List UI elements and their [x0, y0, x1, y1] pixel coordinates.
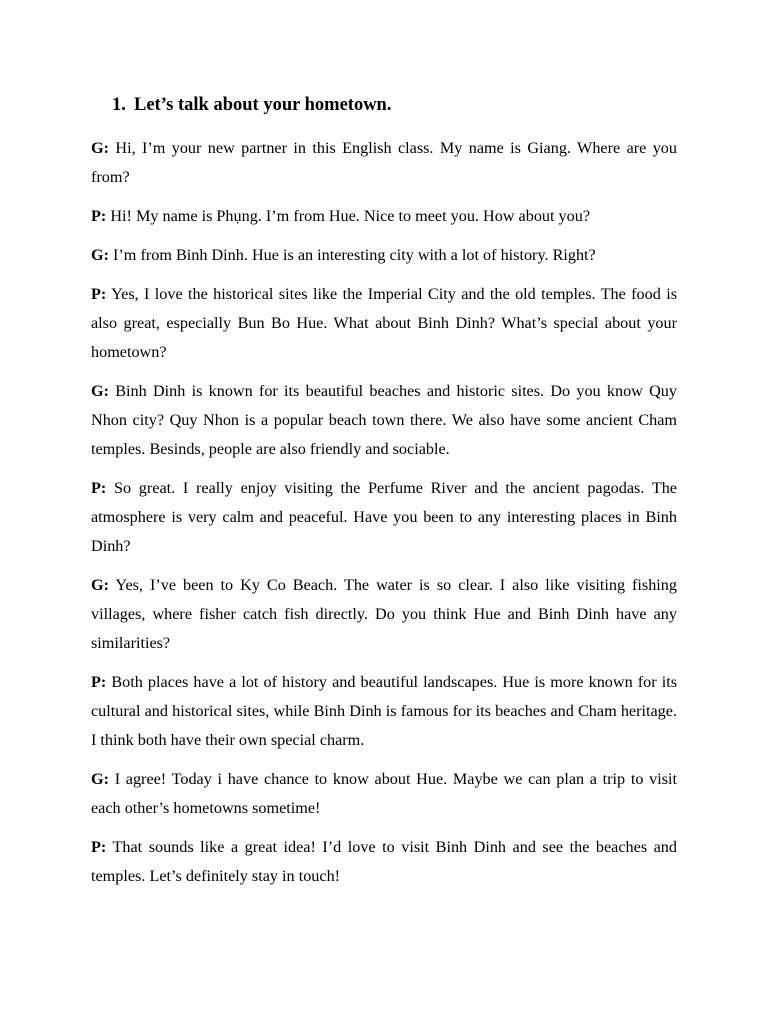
dialogue-line [91, 377, 677, 464]
dialogue-line [91, 474, 677, 561]
dialogue [91, 134, 677, 901]
dialogue-line [91, 241, 677, 270]
heading-title: Let’s talk about your hometown. [134, 95, 392, 115]
dialogue-text: Binh Dinh is known for its beautiful beaches and historic sites. Do you know Quy Nhon city? Quy Nhon is a popular beach town there. We also have some ancient Cham temples. Besinds, people are also friendly and sociable. [91, 382, 677, 458]
dialogue-text: Hi, I’m your new partner in this English class. My name is Giang. Where are you from? [91, 139, 677, 186]
speaker-label: G: [91, 770, 109, 788]
dialogue-text: Both places have a lot of history and beautiful landscapes. Hue is more known for its cultural and historical sites, while Binh Dinh is famous for its beaches and Cham heritage. I think both have their own special charm. [91, 673, 677, 749]
dialogue-line [91, 280, 677, 367]
dialogue-line [91, 765, 677, 823]
speaker-label: P: [91, 207, 107, 225]
speaker-label: G: [91, 576, 109, 594]
dialogue-line [91, 571, 677, 658]
dialogue-line [91, 134, 677, 192]
dialogue-text: Hi! My name is Phụng. I’m from Hue. Nice to meet you. How about you? [110, 207, 591, 225]
speaker-label: G: [91, 246, 109, 264]
speaker-label: P: [91, 479, 107, 497]
dialogue-line [91, 833, 677, 891]
heading-number: 1. [112, 95, 126, 115]
speaker-label: G: [91, 382, 109, 400]
section-heading [112, 93, 391, 117]
dialogue-text: That sounds like a great idea! I’d love to visit Binh Dinh and see the beaches and temples. Let’s definitely stay in touch! [91, 838, 677, 885]
dialogue-line [91, 668, 677, 755]
dialogue-line [91, 202, 677, 231]
dialogue-text: Yes, I love the historical sites like the Imperial City and the old temples. The food is also great, especially Bun Bo Hue. What about Binh Dinh? What’s special about your hometown? [91, 285, 677, 361]
speaker-label: G: [91, 139, 109, 157]
speaker-label: P: [91, 838, 107, 856]
speaker-label: P: [91, 673, 107, 691]
dialogue-text: I’m from Binh Dinh. Hue is an interesting city with a lot of history. Right? [113, 246, 596, 264]
dialogue-text: Yes, I’ve been to Ky Co Beach. The water is so clear. I also like visiting fishing villages, where fisher catch fish directly. Do you think Hue and Binh Dinh have any similarities? [91, 576, 677, 652]
speaker-label: P: [91, 285, 107, 303]
dialogue-text: I agree! Today i have chance to know about Hue. Maybe we can plan a trip to visit each other’s hometowns sometime! [91, 770, 678, 817]
dialogue-text: So great. I really enjoy visiting the Perfume River and the ancient pagodas. The atmosphere is very calm and peaceful. Have you been to any interesting places in Binh Dinh? [91, 479, 677, 555]
